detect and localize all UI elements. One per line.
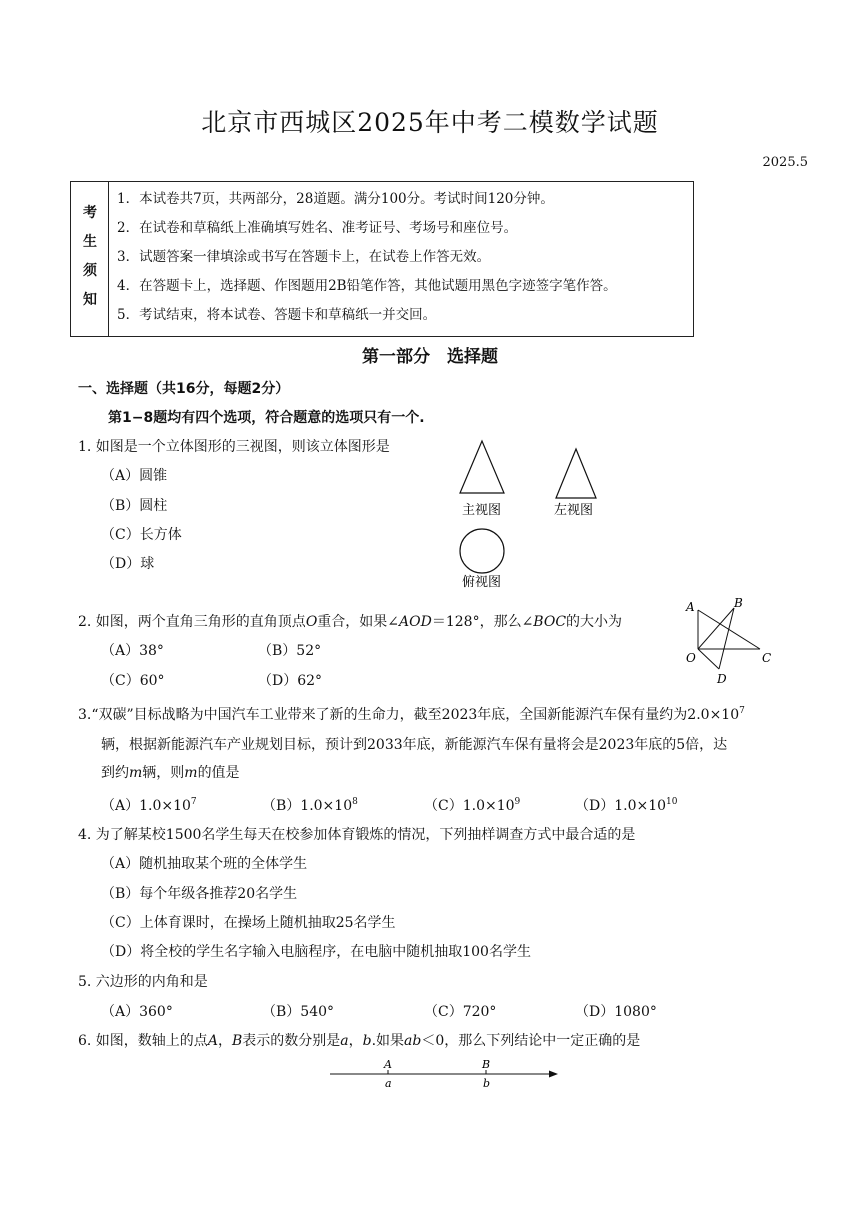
q6-var-point-a: A: [207, 1033, 218, 1049]
q2-option-c: （C）60°: [101, 673, 165, 689]
q1-option-d: （D）球: [101, 556, 155, 572]
q3-option-a: [101, 797, 197, 815]
q1-option-b: （B）圆柱: [101, 498, 168, 514]
q3-line-2: 辆，根据新能源汽车产业规划目标，预计到2033年底，新能源汽车保有量将会是2023年底的5倍，达: [101, 737, 728, 753]
q3-line-1: [78, 706, 745, 724]
q1-stem: 1. 如图是一个立体图形的三视图，则该立体图形是: [78, 439, 390, 455]
q6-text: 6. 如图，数轴上的点: [78, 1033, 208, 1049]
q3-option-exp: 9: [514, 797, 521, 807]
q3-option-b: [262, 797, 358, 815]
q6-number-line: [325, 1056, 565, 1092]
arrow-right-icon: [549, 1071, 558, 1078]
q2-var-boc: BOC: [533, 614, 567, 630]
q2-var-aod: AOD: [399, 614, 432, 630]
q4-option-c: （C）上体育课时，在操场上随机抽取25名学生: [101, 915, 396, 931]
left-view-label: 左视图: [554, 503, 594, 518]
q3-text: 3.“双碳”目标战略为中国汽车工业带来了新的生命力，截至2023年底，全国新能源汽车保有量约为2.0×10: [78, 707, 740, 723]
notice-item: 3．试题答案一律填涂或书写在答题卡上，在试卷上作答无效。: [117, 249, 491, 265]
q5-stem: 5. 六边形的内角和是: [78, 974, 208, 990]
notice-item: 2．在试卷和草稿纸上准确填写姓名、准考证号、考场号和座位号。: [117, 220, 518, 236]
front-view-label: 主视图: [462, 503, 502, 518]
notice-label-char: 须: [83, 263, 97, 279]
q6-stem: [78, 1032, 640, 1050]
notice-item: 1．本试卷共7页，共两部分，28道题。满分100分。考试时间120分钟。: [117, 191, 554, 207]
q3-option-exp: 7: [190, 797, 197, 807]
page-title: 北京市西城区2025年中考二模数学试题: [201, 108, 659, 137]
q6-text: .如果: [371, 1033, 405, 1049]
q3-option-d: [575, 797, 678, 815]
top-view-circle: [460, 529, 504, 573]
point-o-label: O: [686, 651, 696, 665]
q4-option-d: （D）将全校的学生名字输入电脑程序，在电脑中随机抽取100名学生: [101, 944, 531, 960]
q4-stem: 4. 为了解某校1500名学生每天在校参加体育锻炼的情况，下列抽样调查方式中最合适的是: [78, 827, 636, 843]
point-c-label: C: [762, 651, 772, 665]
q3-option-exp: 10: [666, 797, 678, 807]
left-view-triangle: [556, 449, 596, 498]
q2-stem-part: 的大小为: [566, 614, 623, 630]
point-d-label: D: [717, 672, 727, 686]
q3-option-c: [424, 797, 520, 815]
q1-option-a: （A）圆锥: [101, 468, 168, 484]
q3-option-label: （D）1.0×10: [575, 798, 667, 814]
q6-text: ，: [348, 1033, 363, 1049]
q3-var-m: m: [129, 765, 143, 781]
q5-option-a: （A）360°: [101, 1004, 173, 1020]
q3-var-m: m: [184, 765, 198, 781]
part-title: 第一部分 选择题: [362, 347, 498, 367]
q2-stem-part: ＝128°，那么∠: [431, 614, 534, 630]
q3-option-label: （A）1.0×10: [101, 798, 191, 814]
q6-text: ＜0，那么下列结论中一定正确的是: [421, 1033, 641, 1049]
notice-box: [70, 181, 694, 337]
q3-option-label: （C）1.0×10: [424, 798, 515, 814]
q5-option-c: （C）720°: [424, 1004, 497, 1020]
notice-label-char: 考: [83, 205, 97, 221]
q2-option-b: （B）52°: [258, 643, 322, 659]
q4-option-b: （B）每个年级各推荐20名学生: [101, 886, 298, 902]
point-b-label: B: [482, 1058, 491, 1071]
q3-text: 辆，则: [142, 765, 185, 781]
q2-var-o: O: [305, 614, 318, 630]
notice-label: [71, 182, 109, 336]
point-a-label: A: [686, 600, 695, 614]
value-b-label: b: [483, 1077, 491, 1090]
point-b-label: B: [734, 596, 743, 610]
q3-line-3: [101, 764, 240, 782]
q2-stem: [78, 613, 622, 631]
top-view-label: 俯视图: [462, 575, 502, 590]
q6-text: 表示的数分别是: [242, 1033, 341, 1049]
q6-var-point-b: B: [231, 1033, 243, 1049]
notice-label-char: 知: [83, 292, 97, 308]
q3-text: 的值是: [197, 765, 240, 781]
q2-stem-part: 重合，如果∠: [317, 614, 400, 630]
q4-option-a: （A）随机抽取某个班的全体学生: [101, 856, 308, 872]
q2-option-a: （A）38°: [101, 643, 164, 659]
notice-item: 5．考试结束，将本试卷、答题卡和草稿纸一并交回。: [117, 307, 437, 323]
notice-item: 4．在答题卡上，选择题、作图题用2B铅笔作答，其他试题用黑色字迹签字笔作答。: [117, 278, 617, 294]
exam-date: 2025.5: [762, 155, 808, 170]
q6-var-ab: ab: [404, 1033, 422, 1049]
q2-stem-part: 2. 如图，两个直角三角形的直角顶点: [78, 614, 306, 630]
q5-option-d: （D）1080°: [575, 1004, 657, 1020]
section-note: 第1−8题均有四个选项，符合题意的选项只有一个.: [108, 410, 425, 426]
point-a-label: A: [384, 1058, 392, 1071]
q1-three-views-figure: [450, 435, 620, 595]
q3-exponent: 7: [739, 706, 745, 716]
q2-triangles-figure: [678, 594, 778, 686]
q3-option-exp: 8: [352, 797, 358, 807]
q6-var-a: a: [340, 1033, 349, 1049]
q3-option-label: （B）1.0×10: [262, 798, 353, 814]
value-a-label: a: [385, 1077, 392, 1090]
q3-text: 到约: [101, 765, 129, 781]
section-heading: 一、选择题（共16分，每题2分）: [78, 381, 290, 397]
q5-option-b: （B）540°: [262, 1004, 335, 1020]
notice-label-char: 生: [83, 234, 97, 250]
front-view-triangle: [460, 441, 504, 493]
q6-text: ，: [217, 1033, 232, 1049]
q6-var-b: b: [362, 1033, 372, 1049]
q2-option-d: （D）62°: [258, 673, 323, 689]
q1-option-c: （C）长方体: [101, 527, 182, 543]
